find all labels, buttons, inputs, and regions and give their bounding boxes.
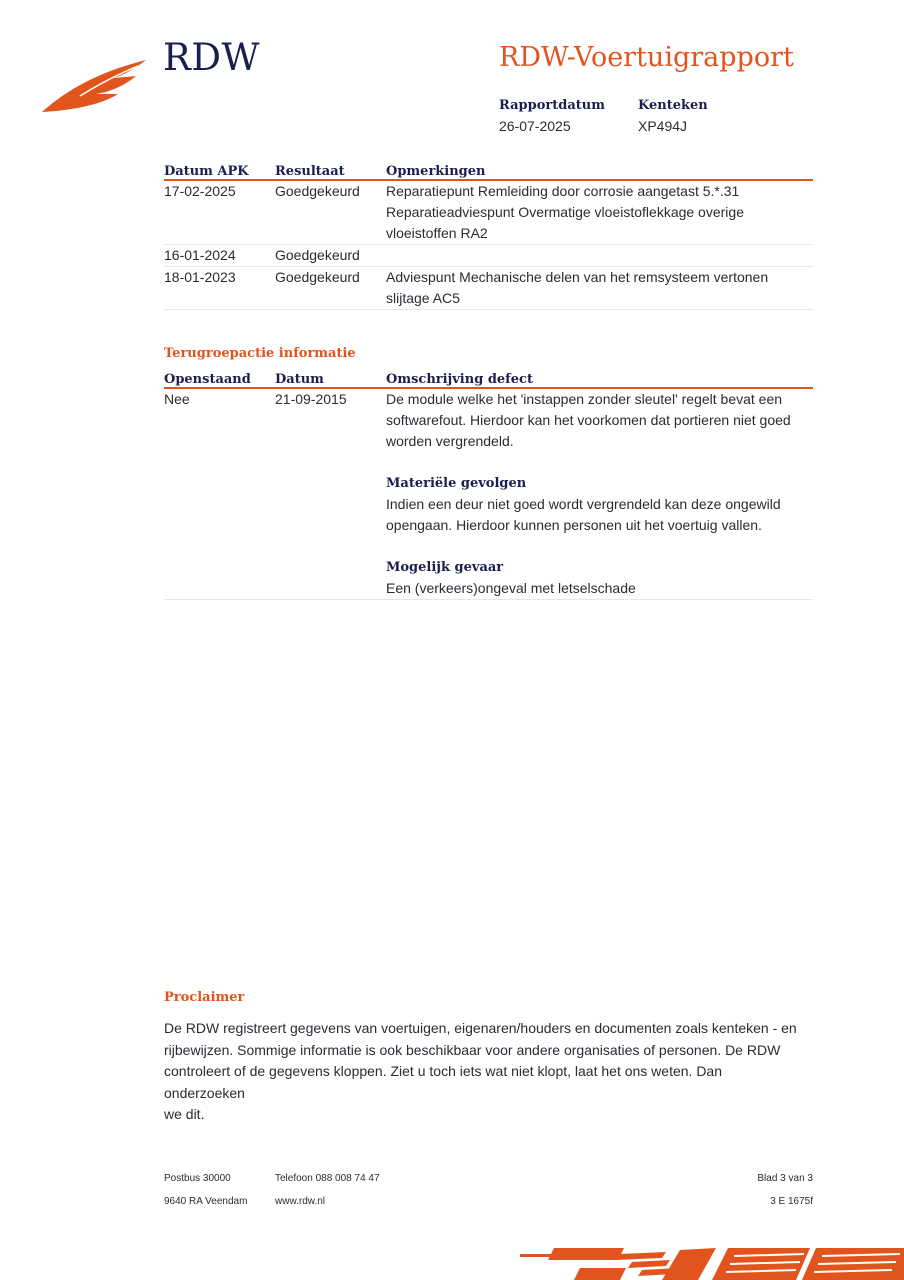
apk-remarks [386,267,813,310]
apk-table [164,159,813,310]
remark-line: Adviespunt Mechanische delen van het remsysteem vertonen [386,269,769,285]
proclaimer-text [164,1018,804,1126]
table-header-row [164,367,813,388]
footer-address: 9640 RA Veendam [164,1196,248,1207]
defect-line: De module welke het 'instappen zonder sleutel' regelt bevat een [386,391,783,407]
remark-line: Reparatiepunt Remleiding door corrosie aangetast 5.*.31 [386,183,740,199]
kenteken-value: XP494J [638,118,688,134]
footer-website[interactable]: www.rdw.nl [275,1196,326,1207]
recall-date: 21-09-2015 [275,388,386,600]
defect-line: softwarefout. Hierdoor kan het voorkomen dat portieren niet goed [386,412,791,428]
column-header-datum: Datum [275,367,386,388]
recall-heading: Terugroepactie informatie [164,346,356,361]
proclaimer-line: De RDW registreert gegevens van voertuigen, eigenaren/houders en documenten zoals kenteken - en [164,1020,797,1036]
apk-date: 17-02-2025 [164,180,275,245]
table-row [164,267,813,310]
recall-table [164,367,813,600]
apk-result: Goedgekeurd [275,180,386,245]
footer-page-number: Blad 3 van 3 [757,1173,813,1184]
apk-result: Goedgekeurd [275,267,386,310]
report-title: RDW-Voertuigrapport [499,42,794,73]
apk-remarks [386,245,813,267]
consequences-line: Indien een deur niet goed wordt vergrendeld kan deze ongewild [386,496,781,512]
proclaimer-line: controleert of de gegevens kloppen. Ziet u toch iets wat niet klopt, laat het ons weten. Dan onderzoeken [164,1063,723,1101]
table-row [164,180,813,245]
footer-postbus: Postbus 30000 [164,1173,231,1184]
consequences-line: opengaan. Hierdoor kunnen personen uit het voertuig vallen. [386,517,762,533]
defect-line: worden vergrendeld. [386,433,514,449]
brand-name: RDW [163,36,261,79]
remark-line: vloeistoffen RA2 [386,225,488,241]
column-header-opmerkingen: Opmerkingen [386,159,813,180]
remark-line: slijtage AC5 [386,290,460,306]
footer-document-code: 3 E 1675f [770,1196,813,1207]
proclaimer-line: rijbewijzen. Sommige informatie is ook beschikbaar voor andere organisaties of personen. De RDW [164,1041,781,1058]
rapportdatum-value: 26-07-2025 [499,118,571,134]
danger-label: Mogelijk gevaar [386,560,504,575]
proclaimer-heading: Proclaimer [164,990,245,1005]
rdw-feather-logo-icon [40,56,148,116]
remark-line: Reparatieadviespunt Overmatige vloeistoflekkage overige [386,204,744,220]
consequences-label: Materiële gevolgen [386,476,527,491]
proclaimer-line: we dit. [164,1106,205,1122]
column-header-datum-apk: Datum APK [164,159,275,180]
apk-date: 18-01-2023 [164,267,275,310]
table-header-row [164,159,813,180]
column-header-openstaand: Openstaand [164,367,275,388]
footer-stripes-icon [520,1244,904,1280]
apk-result: Goedgekeurd [275,245,386,267]
apk-remarks [386,180,813,245]
kenteken-label: Kenteken [638,98,708,113]
footer-phone: Telefoon 088 008 74 47 [275,1173,380,1184]
table-row [164,245,813,267]
recall-description [386,388,813,600]
rapportdatum-label: Rapportdatum [499,98,605,113]
recall-open: Nee [164,388,275,600]
apk-date: 16-01-2024 [164,245,275,267]
table-row [164,388,813,600]
column-header-omschrijving-defect: Omschrijving defect [386,367,813,388]
column-header-resultaat: Resultaat [275,159,386,180]
danger-line: Een (verkeers)ongeval met letselschade [386,580,636,596]
